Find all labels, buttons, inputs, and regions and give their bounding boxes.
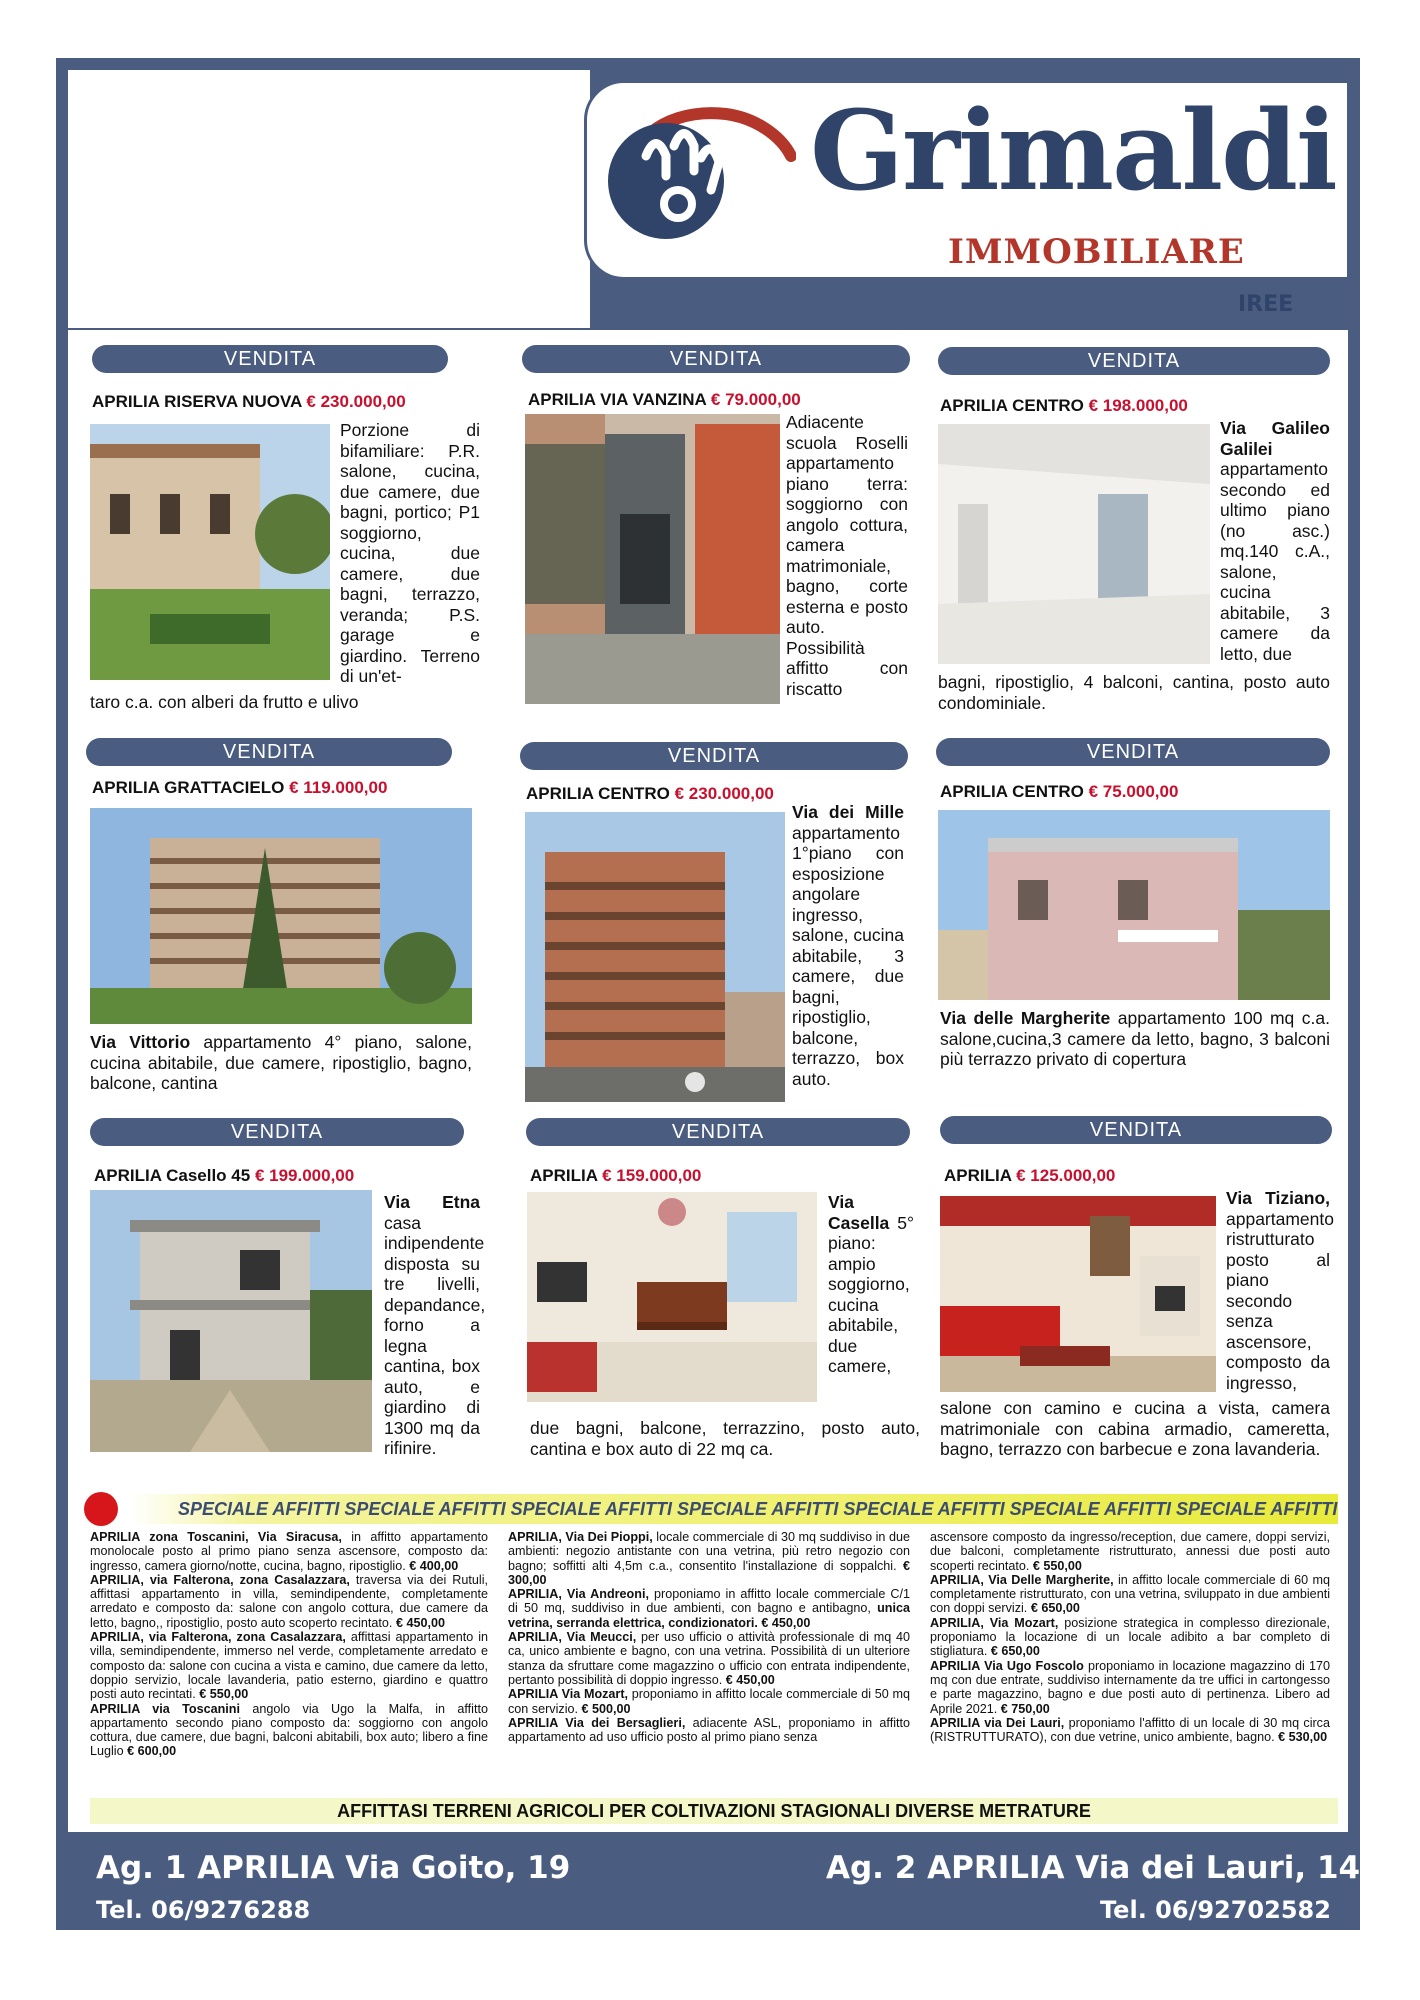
brand-subtitle: IMMOBILIARE [948,232,1245,272]
listing-photo[interactable] [90,1190,372,1452]
affitti-entry: APRILIA Via Ugo Foscolo proponiamo in locazione magazzino di 170 mq con due entrate, suddiviso internamente da tre uffici in cartongesso e parte magazzino, bagno e due posti auto di pertinenza. Libero ad Aprile 2021. € 750,00 [930,1658,1330,1716]
vendita-tag: VENDITA [520,742,908,770]
vendita-tag: VENDITA [938,347,1330,375]
listing-description: Via Vittorio appartamento 4° piano, salone, cucina abitabile, due camere, ripostiglio, bagno, balcone, cantina [90,1032,472,1093]
brand-name: Grimaldi [810,86,1336,215]
listing-description: Adiacente scuola Roselli appartamento piano terra: soggiorno con angolo cottura, camera matrimoniale, bagno, corte esterna e posto auto. Possibilità affitto con riscatto [786,412,908,699]
listing-title: APRILIA GRATTACIELO € 119.000,00 [92,778,388,797]
listing-description-cont: due bagni, balcone, terrazzino, posto auto, cantina e box auto di 22 mq ca. [530,1418,920,1459]
vendita-tag: VENDITA [90,1118,464,1146]
listing-photo[interactable] [938,424,1210,664]
listing-photo[interactable] [525,812,785,1102]
affitti-entry: APRILIA via Toscanini angolo via Ugo la Malfa, in affitto appartamento secondo piano composto da: soggiorno con angolo cottura, due camere, due bagni, balconi abitabili, box auto; libero a fine Luglio € 600,00 [90,1701,488,1759]
affitti-column-2 [508,1530,910,1744]
iree-badge: IREE [1238,292,1294,317]
affitti-entry: APRILIA, Via Mozart, posizione strategica in complesso direzionale, proponiamo la locazione di un locale adibito a bar completo di stigliatura. € 650,00 [930,1615,1330,1659]
listing-title: APRILIA VIA VANZINA € 79.000,00 [528,390,801,409]
affitti-column-1 [90,1530,488,1759]
speciale-affitti-banner: SPECIALE AFFITTI SPECIALE AFFITTI SPECIALE AFFITTI SPECIALE AFFITTI SPECIALE AFFITTI SPECIALE AFFITTI SPECIALE AFFITTI [130,1494,1338,1524]
listing-photo[interactable] [938,810,1330,1000]
listing-title: APRILIA Casello 45 € 199.000,00 [94,1166,355,1185]
agency-1-address: Ag. 1 APRILIA Via Goito, 19 [96,1850,571,1886]
listing-description-cont: bagni, ripostiglio, 4 balconi, cantina, posto auto condominiale. [938,672,1330,713]
terreni-banner: AFFITTASI TERRENI AGRICOLI PER COLTIVAZIONI STAGIONALI DIVERSE METRATURE [90,1798,1338,1824]
vendita-tag: VENDITA [940,1116,1332,1144]
affitti-entry: APRILIA, Via Meucci, per uso ufficio o attività professionale di mq 40 ca, unico ambiente e bagno, con una vetrina. Possibilità di un ulteriore stanza da sfruttare come magazzino o ufficio con entrata indipendente, pertanto possibilità di doppio ingresso. € 450,00 [508,1630,910,1687]
ok-hand-logo-icon [596,96,796,266]
listing-title: APRILIA € 125.000,00 [944,1166,1116,1185]
vendita-tag: VENDITA [526,1118,910,1146]
affitti-entry: APRILIA Via dei Bersaglieri, adiacente ASL, proponiamo in affitto appartamento ad uso ufficio posto al primo piano senza [508,1715,910,1745]
listing-photo[interactable] [940,1196,1216,1392]
affitti-entry: APRILIA, Via Dei Pioppi, locale commerciale di 30 mq suddiviso in due ambienti: negozio antistante con una vetrina, più retro negozio con bagno; soffitti alti 4,5m c.a., consentito l'installazione di soppalchi. € 300,00 [508,1530,910,1587]
vendita-tag: VENDITA [522,345,910,373]
vendita-tag: VENDITA [86,738,452,766]
affitti-entry: APRILIA, via Falterona, zona Casalazzara, traversa via dei Rutuli, affittasi appartamento in villa, semindipendente, completamente arredato e composto da: salone con angolo cottura, due camere da letto, bagno,, ripostiglio, posto auto scoperto recintato. € 450,00 [90,1572,489,1630]
vendita-tag: VENDITA [92,345,448,373]
listing-photo[interactable] [90,808,472,1024]
affitti-entry: APRILIA Via Mozart, proponiamo in affitto locale commerciale di 50 mq con servizio. € 500,00 [508,1687,910,1716]
listing-photo[interactable] [527,1192,817,1402]
listing-title: APRILIA € 159.000,00 [530,1166,702,1185]
listing-description: Via delle Margherite appartamento 100 mq c.a. salone,cucina,3 camere da letto, bagno, 3 balconi più terrazzo privato di copertura [940,1008,1330,1069]
listing-description: Via Etna casa indipendente disposta su tre livelli, depandance, forno a legna cantina, box auto, e giardino di 1300 mq da rifinire. [384,1192,486,1458]
listing-title: APRILIA CENTRO € 230.000,00 [526,784,774,803]
listing-title: APRILIA CENTRO € 75.000,00 [940,782,1179,801]
vendita-tag: VENDITA [936,738,1330,766]
affitti-entry: APRILIA, Via Andreoni, proponiamo in affitto locale commerciale C/1 di 50 mq, suddiviso in due ambienti, con bagno e antibagno, unica vetrina, serranda elettrica, condizionatori. € 450,00 [508,1587,910,1630]
listing-description: Porzione di bifamiliare: P.R. salone, cucina, due camere, due bagni, portico; P1 soggiorno, cucina, due camere, due bagni, terrazzo, veranda; P.S. garage e giardino. Terreno di un'et- [340,420,480,686]
header-blank [68,70,590,328]
listing-description: Via dei Mille appartamento 1°piano con esposizione angolare ingresso, salone, cucina abitabile, 3 camere, due bagni, ripostiglio, balcone, terrazzo, box auto. [792,802,904,1089]
listing-photo[interactable] [90,424,330,680]
affitti-entry: APRILIA via Dei Lauri, proponiamo l'affitto di un locale di 30 mq circa (RISTRUTTURATO), con due vetrine, unico ambiente, bagno. € 530,00 [930,1715,1330,1745]
listing-description-cont: taro c.a. con alberi da frutto e ulivo [90,692,359,712]
affitti-entry: APRILIA, Via Delle Margherite, in affitto locale commerciale di 60 mq completamente ristrutturato, con una vetrina, sviluppato in due ambienti con doppi servizi. € 650,00 [930,1572,1331,1616]
agency-2-address: Ag. 2 APRILIA Via dei Lauri, 144 [826,1850,1382,1886]
affitti-entry: APRILIA, via Falterona, zona Casalazzara, affittasi appartamento in villa, semindipendente, immerso nel verde, completamente arredato e composto da: salone con cucina a vista e camino, due camere da letto, doppio servizio, locale lavanderia, patio esterno, giardino e quattro posti auto recintati. € 550,00 [90,1630,489,1702]
agency-1-phone[interactable]: Tel. 06/9276288 [96,1896,311,1924]
red-dot-icon [84,1492,118,1526]
affitti-entry: APRILIA zona Toscanini, Via Siracusa, in affitto appartamento monolocale posto al primo piano senza ascensore, composto da: ingresso, camera giorno/notte, cucina, bagno, ripostiglio. € 400,00 [90,1530,488,1573]
listing-description: Via Casella 5° piano: ampio soggiorno, cucina abitabile, due camere, [828,1192,914,1376]
agency-2-phone[interactable]: Tel. 06/92702582 [1100,1896,1331,1924]
listing-description-cont: salone con camino e cucina a vista, camera matrimoniale con cabina armadio, cameretta, bagno, terrazzo con barbecue e zona lavanderia. [940,1398,1330,1459]
affitti-column-3 [930,1530,1330,1744]
listing-description: Via Tiziano, appartamento ristrutturato posto al piano secondo senza ascensore, composto da ingresso, [1226,1188,1334,1393]
listing-description: Via Galileo Galilei appartamento secondo ed ultimo piano (no asc.) mq.140 c.A., salone, cucina abitabile, 3 camere da letto, due [1220,418,1330,664]
listing-title: APRILIA CENTRO € 198.000,00 [940,396,1188,415]
listing-title: APRILIA RISERVA NUOVA € 230.000,00 [92,392,406,411]
listing-photo[interactable] [525,414,780,704]
affitti-entry: ascensore composto da ingresso/reception, due camere, doppi servizi, due balconi, completamente ristrutturato, annessi due posti auto scoperti recintato. € 550,00 [930,1530,1330,1573]
